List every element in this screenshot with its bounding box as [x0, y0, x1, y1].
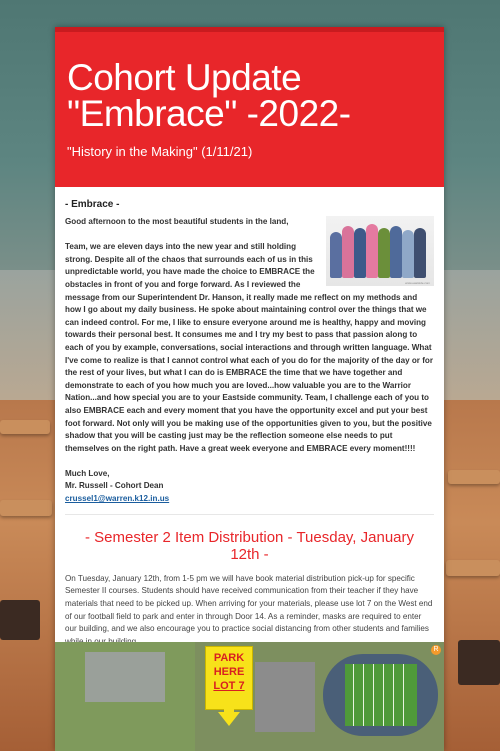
person-figure	[342, 226, 354, 278]
yard-line	[373, 664, 374, 726]
desk	[0, 420, 50, 434]
section-title-embrace: - Embrace -	[65, 199, 120, 210]
section-divider	[65, 514, 434, 515]
group-hug-photo	[326, 216, 434, 286]
distribution-section	[55, 515, 444, 649]
signature-block	[65, 468, 434, 506]
map-badge-icon: R	[431, 645, 441, 655]
desk	[0, 500, 52, 516]
person-figure	[354, 228, 366, 278]
embrace-section	[55, 187, 444, 515]
desk	[446, 560, 500, 576]
person-figure	[378, 228, 390, 278]
sign-line-lot: LOT 7	[213, 680, 245, 692]
signer-name: Mr. Russell - Cohort Dean	[65, 481, 164, 491]
photo-caption: www.eastside.com	[405, 281, 430, 285]
football-field	[345, 664, 417, 726]
parking-lot	[255, 662, 315, 732]
person-figure	[330, 232, 342, 278]
newsletter-header	[55, 27, 444, 187]
yard-line	[403, 664, 404, 726]
yard-line	[353, 664, 354, 726]
down-arrow-icon	[218, 712, 240, 726]
distribution-paragraph: On Tuesday, January 12th, from 1-5 pm we will have book material distribution pick-up for specific Semester II courses. Students should have received communication from their teacher if they have materials that need to be picked up. When arriving for your materials, please use lot 7 on the West end of our football field to park and enter in through Door 14. As a reminder, masks are required to enter our building, and we also encourage you to practice social distancing from other students and families	[65, 573, 433, 634]
closing-text: Much Love,	[65, 468, 110, 478]
person-figure	[390, 226, 402, 278]
sign-line-here: HERE	[213, 666, 245, 678]
chair	[0, 600, 40, 640]
chair	[458, 640, 500, 685]
yard-line	[383, 664, 384, 726]
person-figure	[414, 228, 426, 278]
person-figure	[402, 230, 414, 278]
title-line-1: Cohort Update	[67, 57, 302, 98]
person-figure	[366, 224, 378, 278]
park-here-sign	[205, 646, 253, 710]
parking-map-image	[55, 642, 444, 751]
desk	[448, 470, 500, 484]
building-roof	[85, 652, 165, 702]
yard-line	[363, 664, 364, 726]
sign-line-park: PARK	[213, 652, 245, 664]
greeting-text: Good afternoon to the most beautiful students in the land,	[65, 217, 289, 226]
newsletter-card	[55, 27, 444, 751]
yard-line	[393, 664, 394, 726]
message-paragraph: Team, we are eleven days into the new year and still holding strong. Despite all of the chaos that surrounds each of us in this unpredictable world, you have made the choice to EMBRACE the obstacles in front of you and forge forward. As I reviewed the message from our Superintendent Dr. Hanson, it really made me reflect on my methods and how I go about my daily business. He spoke about maintaining control over the things that we can indeed control. For me, I like to ensure everyone around me is healthy, happy and moving towards their personal best. It consumes me and I try my best to pass that passion along to each of you by example, conversations, social interactions and through written language. What I've come to realize is that I cannot control what each of you do for the majority of the day or for the rest of your lives, but what I can do is EMBRACE the time that we have together and demonstrate to each of you how much you are loved...how valuable you are to the Warrior Nation...and how special you are to your Eastside community. Team, I challenge each of you to also EMBRACE each and every moment that you have the opportunity excel and put your best foot forward. Not only will you be making use of the opportunities given to you, but the positive shadow that you will be casting just may be the reflection someone else needs to put themselves on the right path. Have a great week everyone and EMBRACE every moment!!!!	[65, 242, 433, 453]
page-title	[67, 57, 437, 134]
page-subtitle: "History in the Making" (1/11/21)	[67, 144, 253, 159]
email-link[interactable]: crussel1@warren.k12.in.us	[65, 494, 170, 504]
title-line-2: "Embrace" -2022-	[67, 93, 351, 134]
section-title-distribution: - Semester 2 Item Distribution - Tuesday, January 12th -	[84, 528, 415, 563]
